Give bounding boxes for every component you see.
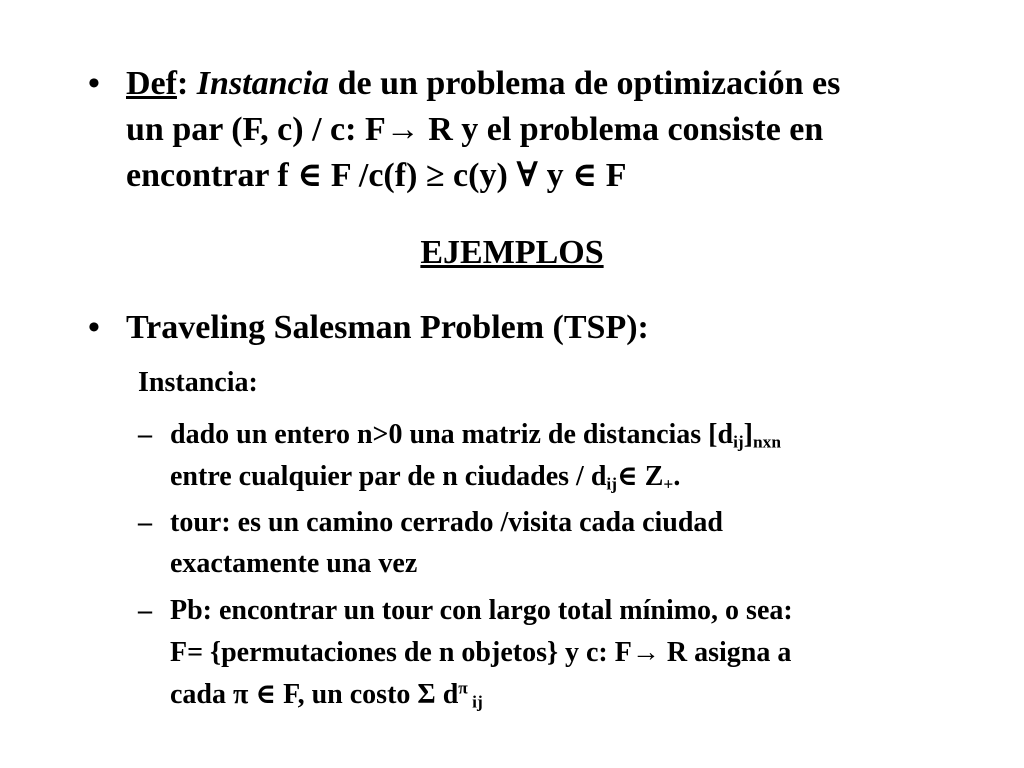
instancia-term: Instancia	[196, 65, 330, 102]
item1-bracket: ]	[743, 419, 753, 450]
item3-line-1: Pb: encontrar un tour con largo total mínimo, o sea:	[170, 595, 793, 626]
item3-line-3	[170, 674, 483, 715]
item3-line-2: F= {permutaciones de n objetos} y c: F→ R asigna a	[170, 637, 792, 668]
item1-line-1	[170, 414, 781, 455]
item1-line-2-sub-plus: +	[663, 474, 674, 494]
bullet-marker: •	[88, 65, 100, 102]
item1-sub-ij: ij	[733, 432, 744, 452]
item2-line-2: exactamente una vez	[170, 548, 418, 579]
dash-marker: –	[138, 419, 152, 450]
item1-line-1-text: dado un entero n>0 una matriz de distancias [d	[170, 419, 734, 450]
item1-line-2-end: .	[673, 461, 681, 492]
item1-line-2-set: ∈ Z	[617, 461, 664, 492]
item3-line-3-text: cada π ∈ F, un costo Σ d	[170, 679, 459, 710]
dash-marker: –	[138, 595, 152, 626]
tsp-title: Traveling Salesman Problem (TSP):	[126, 309, 649, 346]
item1-sub-nxn: nxn	[753, 432, 781, 452]
item1-line-2-text: entre cualquier par de n ciudades / d	[170, 461, 607, 492]
ejemplos-heading: EJEMPLOS	[420, 234, 604, 271]
item1-line-2-sub-ij: ij	[606, 474, 618, 494]
definition-line-3: encontrar f ∈ F /c(f) ≥ c(y) ∀ y ∈ F	[126, 157, 627, 194]
dash-marker: –	[138, 507, 152, 538]
def-colon: :	[176, 65, 189, 102]
instancia-label: Instancia:	[138, 367, 258, 398]
bullet-marker: •	[88, 309, 100, 346]
item2-line-1: tour: es un camino cerrado /visita cada ciudad	[170, 507, 723, 538]
item3-sub-ij: ij	[467, 692, 483, 712]
definition-line-1	[126, 61, 996, 107]
item3-sup-pi: π	[458, 678, 468, 698]
item1-line-2	[170, 456, 680, 497]
definition-line-1-rest: de un problema de optimización es	[329, 65, 841, 102]
definition-line-2: un par (F, c) / c: F→ R y el problema consiste en	[126, 111, 824, 148]
def-label: Def	[126, 65, 177, 102]
